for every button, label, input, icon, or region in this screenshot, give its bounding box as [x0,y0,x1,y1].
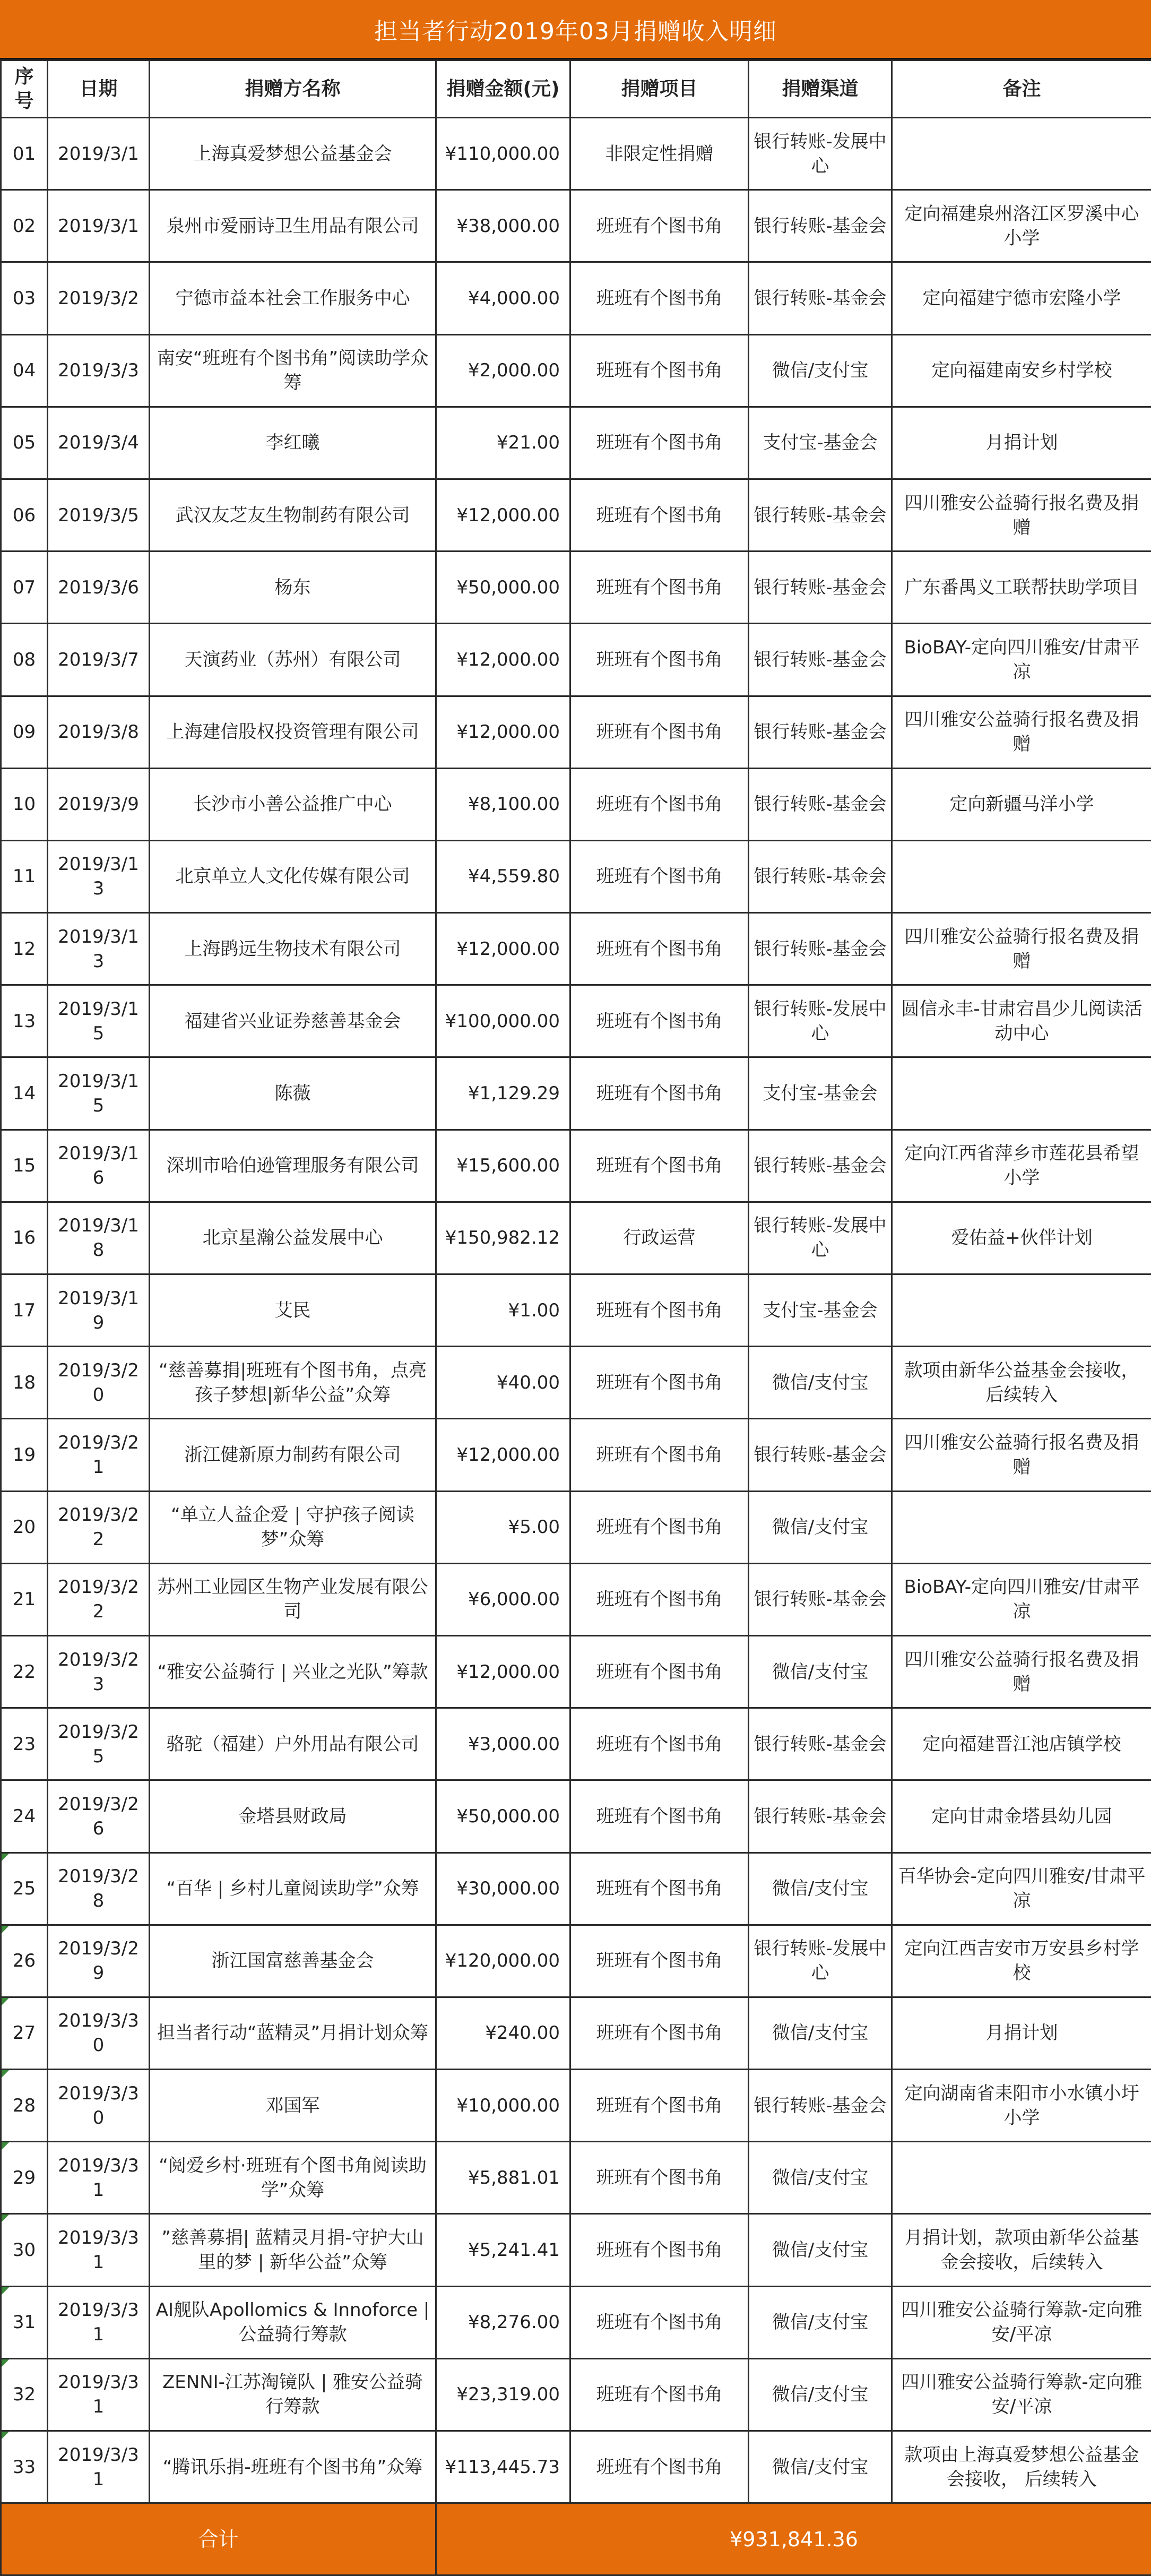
row-project: 班班有个图书角 [570,1997,749,2069]
row-note: 百华协会-定向四川雅安/甘肃平凉 [892,1853,1151,1925]
row-date: 2019/3/18 [48,1202,150,1274]
table-row [1,552,1151,624]
row-channel: 银行转账-基金会 [749,1708,892,1780]
row-donor: 泉州市爱丽诗卫生用品有限公司 [150,190,436,262]
row-index: 19 [1,1419,48,1491]
row-index: 17 [1,1274,48,1347]
row-channel: 银行转账-基金会 [749,840,892,912]
row-donor: 北京单立人文化传媒有限公司 [150,840,436,912]
row-date: 2019/3/21 [48,1419,150,1491]
row-date: 2019/3/1 [48,118,150,190]
row-note [892,1491,1151,1563]
row-note: 定向新疆马洋小学 [892,768,1151,840]
row-donor: “单立人益企爱 | 守护孩子阅读梦”众筹 [150,1491,436,1563]
row-index: 18 [1,1347,48,1419]
row-amount: ¥6,000.00 [436,1563,570,1635]
total-amount: ¥931,841.36 [436,2503,1151,2575]
row-note: 定向甘肃金塔县幼儿园 [892,1780,1151,1853]
row-project: 班班有个图书角 [570,407,749,479]
row-project: 班班有个图书角 [570,1635,749,1708]
row-amount: ¥12,000.00 [436,624,570,696]
row-date: 2019/3/22 [48,1491,150,1563]
row-amount: ¥21.00 [436,407,570,479]
row-project: 班班有个图书角 [570,624,749,696]
table-row [1,1563,1151,1635]
row-index: 24 [1,1780,48,1853]
row-donor: 上海真爱梦想公益基金会 [150,118,436,190]
row-amount: ¥12,000.00 [436,1635,570,1708]
row-channel: 银行转账-基金会 [749,479,892,551]
row-donor: 担当者行动“蓝精灵”月捐计划众筹 [150,1997,436,2069]
row-channel: 银行转账-发展中心 [749,985,892,1057]
row-channel: 微信/支付宝 [749,1347,892,1419]
row-date: 2019/3/6 [48,552,150,624]
row-index: 22 [1,1635,48,1708]
row-note: 定向福建南安乡村学校 [892,334,1151,407]
row-amount: ¥4,000.00 [436,262,570,334]
row-donor: 上海建信股权投资管理有限公司 [150,696,436,768]
row-donor: 宁德市益本社会工作服务中心 [150,262,436,334]
table-row [1,696,1151,768]
row-project: 班班有个图书角 [570,1925,749,1997]
table-row [1,407,1151,479]
row-index: 32 [1,2358,48,2431]
row-donor: 深圳市哈伯逊管理服务有限公司 [150,1130,436,1202]
row-channel: 银行转账-基金会 [749,1780,892,1853]
row-amount: ¥40.00 [436,1347,570,1419]
row-donor: “雅安公益骑行 | 兴业之光队”筹款 [150,1635,436,1708]
row-note: 四川雅安公益骑行报名费及捐赠 [892,696,1151,768]
row-index: 29 [1,2142,48,2214]
row-date: 2019/3/2 [48,262,150,334]
table-row [1,262,1151,334]
row-donor: 南安“班班有个图书角”阅读助学众筹 [150,334,436,407]
row-project: 班班有个图书角 [570,840,749,912]
row-donor: ”慈善募捐| 蓝精灵月捐-守护大山里的梦 | 新华公益”众筹 [150,2214,436,2286]
row-date: 2019/3/8 [48,696,150,768]
row-project: 班班有个图书角 [570,985,749,1057]
row-channel: 微信/支付宝 [749,2214,892,2286]
row-amount: ¥15,600.00 [436,1130,570,1202]
table-row [1,2431,1151,2503]
row-project: 行政运营 [570,1202,749,1274]
table-row [1,624,1151,696]
row-project: 班班有个图书角 [570,2214,749,2286]
table-row [1,1130,1151,1202]
row-date: 2019/3/15 [48,1057,150,1130]
row-project: 班班有个图书角 [570,262,749,334]
row-index: 09 [1,696,48,768]
page-title: 担当者行动2019年03月捐赠收入明细 [0,0,1151,59]
row-index: 14 [1,1057,48,1130]
row-date: 2019/3/22 [48,1563,150,1635]
row-amount: ¥150,982.12 [436,1202,570,1274]
row-project: 班班有个图书角 [570,552,749,624]
row-amount: ¥3,000.00 [436,1708,570,1780]
row-date: 2019/3/16 [48,1130,150,1202]
row-project: 班班有个图书角 [570,2358,749,2431]
table-row [1,1853,1151,1925]
row-note: 四川雅安公益骑行报名费及捐赠 [892,913,1151,985]
table-row [1,1925,1151,1997]
row-project: 班班有个图书角 [570,1780,749,1853]
cell-comment-marker [2,2359,9,2367]
row-channel: 银行转账-基金会 [749,552,892,624]
header-index: 序号 [1,61,48,118]
row-donor: 艾民 [150,1274,436,1347]
row-amount: ¥5.00 [436,1491,570,1563]
row-date: 2019/3/3 [48,334,150,407]
row-project: 班班有个图书角 [570,768,749,840]
row-donor: 邓国军 [150,2070,436,2142]
row-date: 2019/3/28 [48,1853,150,1925]
row-date: 2019/3/5 [48,479,150,551]
row-note: 爱佑益+伙伴计划 [892,1202,1151,1274]
table-row [1,768,1151,840]
row-donor: AI舰队Apollomics & Innoforce | 公益骑行筹款 [150,2286,436,2358]
table-row [1,2358,1151,2431]
row-project: 班班有个图书角 [570,1347,749,1419]
table-row [1,1057,1151,1130]
table-row [1,1419,1151,1491]
row-date: 2019/3/1 [48,190,150,262]
row-date: 2019/3/25 [48,1708,150,1780]
row-note: 圆信永丰-甘肃宕昌少儿阅读活动中心 [892,985,1151,1057]
table-row [1,479,1151,551]
row-index: 23 [1,1708,48,1780]
row-note: 四川雅安公益骑行报名费及捐赠 [892,1419,1151,1491]
row-channel: 银行转账-发展中心 [749,118,892,190]
row-project: 班班有个图书角 [570,334,749,407]
row-date: 2019/3/30 [48,2070,150,2142]
row-note [892,2142,1151,2214]
row-channel: 银行转账-基金会 [749,768,892,840]
row-amount: ¥8,100.00 [436,768,570,840]
table-row [1,913,1151,985]
row-channel: 微信/支付宝 [749,2431,892,2503]
row-note [892,1057,1151,1130]
row-project: 班班有个图书角 [570,479,749,551]
row-date: 2019/3/4 [48,407,150,479]
row-project: 班班有个图书角 [570,2431,749,2503]
row-channel: 微信/支付宝 [749,1853,892,1925]
row-channel: 支付宝-基金会 [749,1274,892,1347]
row-date: 2019/3/9 [48,768,150,840]
row-index: 04 [1,334,48,407]
table-row [1,1347,1151,1419]
row-index: 11 [1,840,48,912]
row-note: 定向福建宁德市宏隆小学 [892,262,1151,334]
cell-comment-marker [2,2287,9,2295]
row-date: 2019/3/29 [48,1925,150,1997]
row-amount: ¥12,000.00 [436,696,570,768]
row-channel: 支付宝-基金会 [749,407,892,479]
table-row [1,1997,1151,2069]
header-channel: 捐赠渠道 [749,61,892,118]
row-project: 班班有个图书角 [570,696,749,768]
row-index: 26 [1,1925,48,1997]
row-amount: ¥113,445.73 [436,2431,570,2503]
row-donor: 苏州工业园区生物产业发展有限公司 [150,1563,436,1635]
row-project: 班班有个图书角 [570,1419,749,1491]
row-project: 非限定性捐赠 [570,118,749,190]
row-note: BioBAY-定向四川雅安/甘肃平凉 [892,624,1151,696]
table-row [1,1708,1151,1780]
row-date: 2019/3/30 [48,1997,150,2069]
cell-comment-marker [2,2432,9,2439]
row-donor: 金塔县财政局 [150,1780,436,1853]
row-date: 2019/3/31 [48,2142,150,2214]
row-index: 20 [1,1491,48,1563]
row-amount: ¥100,000.00 [436,985,570,1057]
row-channel: 支付宝-基金会 [749,1057,892,1130]
table-row [1,1635,1151,1708]
row-amount: ¥8,276.00 [436,2286,570,2358]
row-project: 班班有个图书角 [570,190,749,262]
row-donor: 杨东 [150,552,436,624]
row-index: 02 [1,190,48,262]
table-row [1,1274,1151,1347]
row-note: 款项由上海真爱梦想公益基金会接收， 后续转入 [892,2431,1151,2503]
row-channel: 银行转账-基金会 [749,1130,892,1202]
row-index: 33 [1,2431,48,2503]
row-channel: 银行转账-基金会 [749,1419,892,1491]
row-date: 2019/3/23 [48,1635,150,1708]
row-donor: 福建省兴业证券慈善基金会 [150,985,436,1057]
row-donor: 李红曦 [150,407,436,479]
row-index: 28 [1,2070,48,2142]
row-note [892,1274,1151,1347]
row-donor: “腾讯乐捐-班班有个图书角”众筹 [150,2431,436,2503]
row-donor: 天演药业（苏州）有限公司 [150,624,436,696]
row-channel: 微信/支付宝 [749,334,892,407]
row-channel: 银行转账-发展中心 [749,1925,892,1997]
cell-comment-marker [2,2142,9,2150]
row-note: 四川雅安公益骑行报名费及捐赠 [892,1635,1151,1708]
row-amount: ¥12,000.00 [436,913,570,985]
row-donor: “百华 | 乡村儿童阅读助学”众筹 [150,1853,436,1925]
row-amount: ¥50,000.00 [436,552,570,624]
row-index: 01 [1,118,48,190]
row-date: 2019/3/20 [48,1347,150,1419]
table-row [1,2142,1151,2214]
row-amount: ¥110,000.00 [436,118,570,190]
table-row [1,1491,1151,1563]
table-row [1,190,1151,262]
row-index: 16 [1,1202,48,1274]
row-amount: ¥30,000.00 [436,1853,570,1925]
row-note: 定向福建泉州洛江区罗溪中心小学 [892,190,1151,262]
row-project: 班班有个图书角 [570,1130,749,1202]
row-donor: 长沙市小善公益推广中心 [150,768,436,840]
row-amount: ¥1,129.29 [436,1057,570,1130]
row-amount: ¥12,000.00 [436,1419,570,1491]
row-index: 31 [1,2286,48,2358]
row-index: 13 [1,985,48,1057]
row-amount: ¥5,881.01 [436,2142,570,2214]
row-amount: ¥23,319.00 [436,2358,570,2431]
row-channel: 银行转账-基金会 [749,1563,892,1635]
row-amount: ¥38,000.00 [436,190,570,262]
table-row [1,334,1151,407]
row-note: 四川雅安公益骑行筹款-定向雅安/平凉 [892,2358,1151,2431]
row-donor: “慈善募捐|班班有个图书角，点亮孩子梦想|新华公益”众筹 [150,1347,436,1419]
row-donor: 武汉友芝友生物制药有限公司 [150,479,436,551]
table-row [1,2070,1151,2142]
row-amount: ¥12,000.00 [436,479,570,551]
row-date: 2019/3/31 [48,2358,150,2431]
row-channel: 银行转账-基金会 [749,696,892,768]
table-row [1,118,1151,190]
total-row [1,2503,1151,2575]
row-note: 四川雅安公益骑行报名费及捐赠 [892,479,1151,551]
row-project: 班班有个图书角 [570,1274,749,1347]
row-index: 06 [1,479,48,551]
row-amount: ¥240.00 [436,1997,570,2069]
row-amount: ¥10,000.00 [436,2070,570,2142]
row-channel: 银行转账-基金会 [749,913,892,985]
row-project: 班班有个图书角 [570,913,749,985]
row-date: 2019/3/7 [48,624,150,696]
row-note: 月捐计划，款项由新华公益基金会接收，后续转入 [892,2214,1151,2286]
row-date: 2019/3/26 [48,1780,150,1853]
row-donor: 陈薇 [150,1057,436,1130]
row-index: 15 [1,1130,48,1202]
row-amount: ¥4,559.80 [436,840,570,912]
header-note: 备注 [892,61,1151,118]
row-index: 08 [1,624,48,696]
table-row [1,1202,1151,1274]
row-project: 班班有个图书角 [570,1708,749,1780]
row-channel: 微信/支付宝 [749,2286,892,2358]
row-index: 05 [1,407,48,479]
row-channel: 银行转账-基金会 [749,2070,892,2142]
row-index: 10 [1,768,48,840]
row-project: 班班有个图书角 [570,1853,749,1925]
row-donor: 浙江国富慈善基金会 [150,1925,436,1997]
row-note: 月捐计划 [892,1997,1151,2069]
cell-comment-marker [2,1998,9,2005]
row-note: BioBAY-定向四川雅安/甘肃平凉 [892,1563,1151,1635]
table-row [1,2286,1151,2358]
row-index: 30 [1,2214,48,2286]
row-note: 定向江西省萍乡市莲花县希望小学 [892,1130,1151,1202]
row-note: 定向江西吉安市万安县乡村学校 [892,1925,1151,1997]
row-project: 班班有个图书角 [570,1491,749,1563]
cell-comment-marker [2,1926,9,1933]
row-note: 四川雅安公益骑行筹款-定向雅安/平凉 [892,2286,1151,2358]
row-index: 21 [1,1563,48,1635]
row-donor: 浙江健新原力制药有限公司 [150,1419,436,1491]
row-donor: 北京星瀚公益发展中心 [150,1202,436,1274]
row-index: 07 [1,552,48,624]
row-amount: ¥2,000.00 [436,334,570,407]
row-channel: 银行转账-基金会 [749,624,892,696]
row-note: 定向湖南省耒阳市小水镇小圩小学 [892,2070,1151,2142]
row-channel: 微信/支付宝 [749,1997,892,2069]
row-index: 27 [1,1997,48,2069]
row-amount: ¥120,000.00 [436,1925,570,1997]
row-date: 2019/3/31 [48,2431,150,2503]
cell-comment-marker [2,2070,9,2078]
table-row [1,2214,1151,2286]
row-project: 班班有个图书角 [570,2142,749,2214]
row-note: 款项由新华公益基金会接收，后续转入 [892,1347,1151,1419]
row-date: 2019/3/31 [48,2286,150,2358]
row-note [892,118,1151,190]
header-donor: 捐赠方名称 [150,61,436,118]
table-header-row [1,61,1151,118]
row-date: 2019/3/13 [48,913,150,985]
header-date: 日期 [48,61,150,118]
row-donor: 骆驼（福建）户外用品有限公司 [150,1708,436,1780]
table-body [1,118,1151,2503]
row-project: 班班有个图书角 [570,2070,749,2142]
cell-comment-marker [2,1854,9,1861]
cell-comment-marker [2,2215,9,2222]
row-date: 2019/3/15 [48,985,150,1057]
header-project: 捐赠项目 [570,61,749,118]
row-donor: “阅爱乡村·班班有个图书角阅读助学”众筹 [150,2142,436,2214]
row-donor: ZENNI-江苏淘镜队 | 雅安公益骑行筹款 [150,2358,436,2431]
row-channel: 银行转账-发展中心 [749,1202,892,1274]
table-row [1,985,1151,1057]
row-index: 25 [1,1853,48,1925]
row-channel: 微信/支付宝 [749,2142,892,2214]
row-date: 2019/3/19 [48,1274,150,1347]
row-channel: 微信/支付宝 [749,1491,892,1563]
row-note: 定向福建晋江池店镇学校 [892,1708,1151,1780]
row-channel: 银行转账-基金会 [749,190,892,262]
row-amount: ¥5,241.41 [436,2214,570,2286]
row-channel: 微信/支付宝 [749,1635,892,1708]
donation-table [0,59,1151,2576]
row-project: 班班有个图书角 [570,2286,749,2358]
table-row [1,840,1151,912]
row-channel: 银行转账-基金会 [749,262,892,334]
table-row [1,1780,1151,1853]
row-index: 12 [1,913,48,985]
row-date: 2019/3/13 [48,840,150,912]
header-amount: 捐赠金额(元) [436,61,570,118]
row-donor: 上海鹍远生物技术有限公司 [150,913,436,985]
row-channel: 微信/支付宝 [749,2358,892,2431]
row-project: 班班有个图书角 [570,1563,749,1635]
row-note: 月捐计划 [892,407,1151,479]
row-amount: ¥50,000.00 [436,1780,570,1853]
row-index: 03 [1,262,48,334]
total-label: 合计 [1,2503,436,2575]
row-date: 2019/3/31 [48,2214,150,2286]
row-project: 班班有个图书角 [570,1057,749,1130]
row-amount: ¥1.00 [436,1274,570,1347]
row-note: 广东番禺义工联帮扶助学项目 [892,552,1151,624]
row-note [892,840,1151,912]
